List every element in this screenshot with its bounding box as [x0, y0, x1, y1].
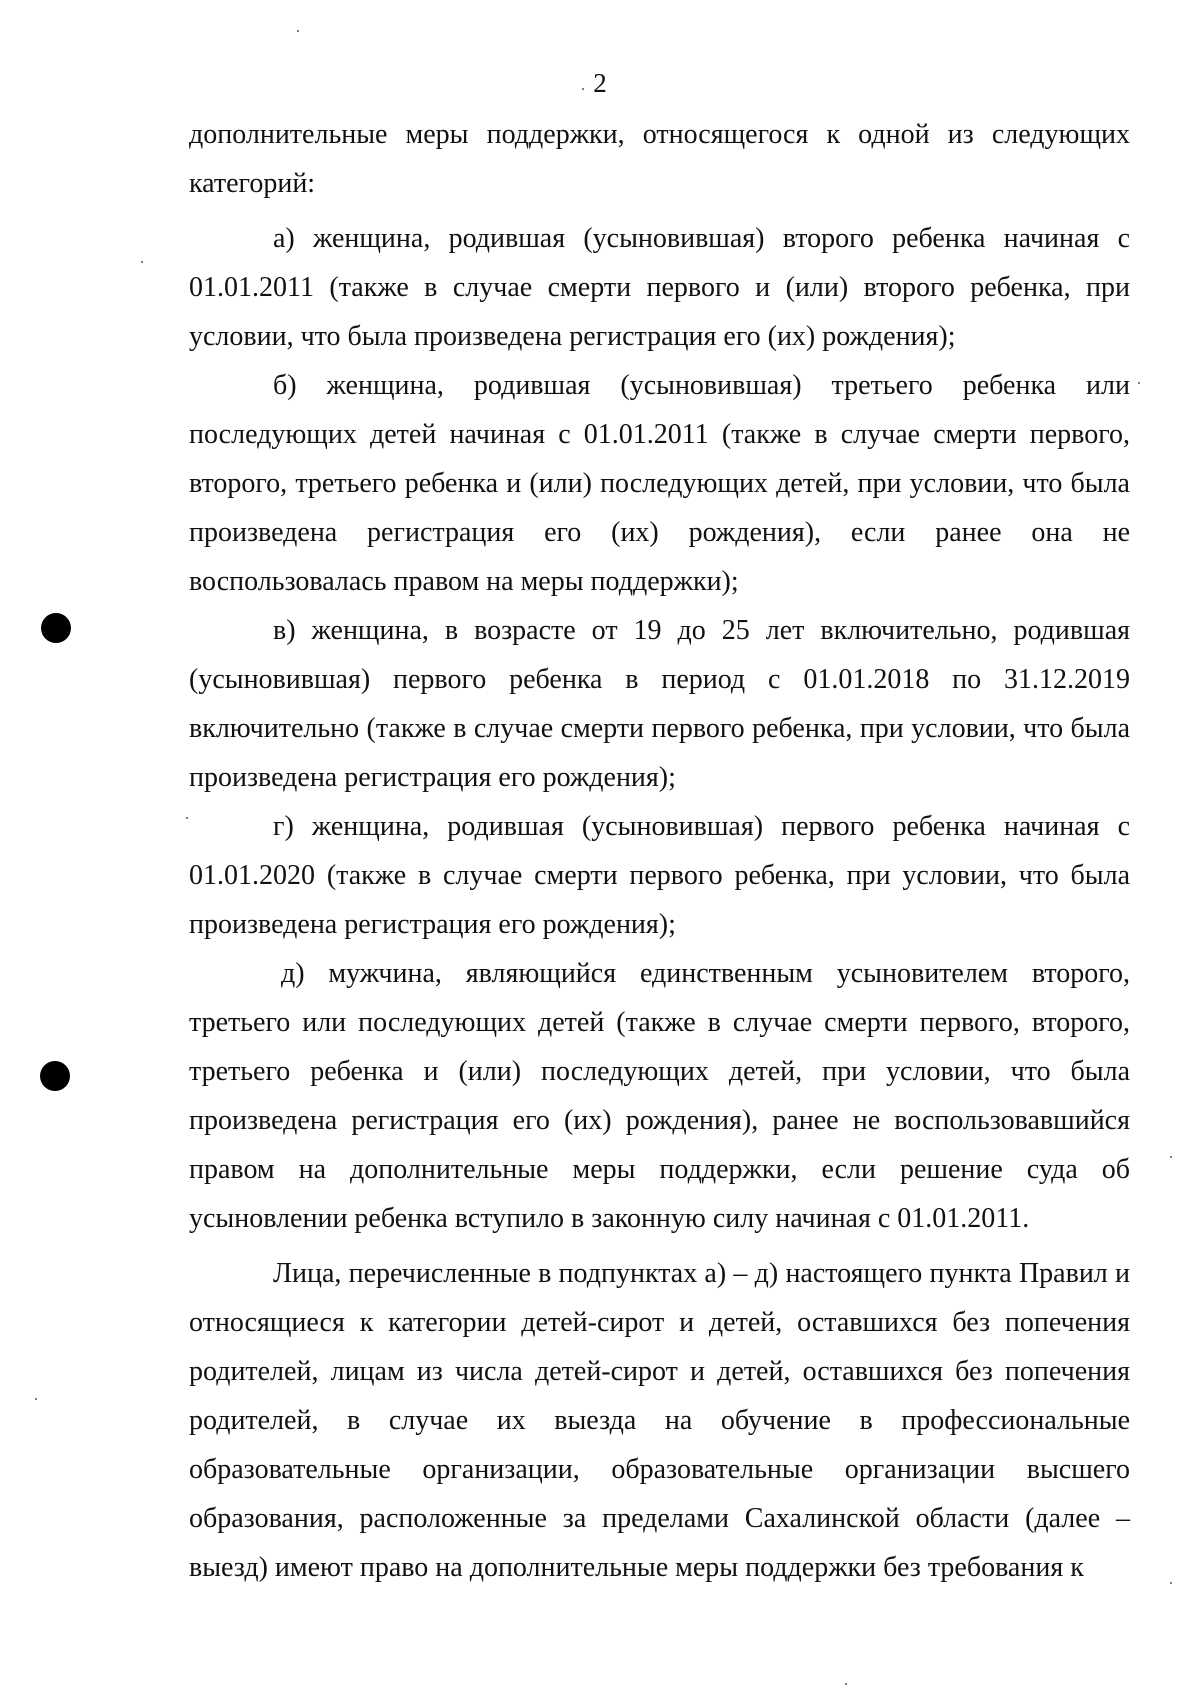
scan-speck [186, 817, 188, 819]
scan-speck [845, 1683, 847, 1685]
scan-speck [141, 261, 143, 263]
scan-speck [1170, 1156, 1172, 1158]
scan-speck [297, 30, 299, 32]
scan-speck [582, 88, 584, 90]
paragraph-persons-listed: Лица, перечисленные в подпунктах а) – д) настоящего пункта Правил и относящиеся к категории детей-сирот и детей, оставшихся без попечения родителей, лицам из числа детей-сирот и детей, оставшихся без попечения родителей, в случае их выезда на обучение в профессиональные образовательные организации, образовательные организации высшего образования, расположенные за пределами Сахалинской области (далее – выезд) имеют право на дополнительные меры поддержки без требования к [189, 1258, 1130, 1583]
punch-hole-mark [40, 1061, 70, 1091]
punch-hole-mark [41, 613, 71, 643]
paragraph-item-a: а) женщина, родившая (усыновившая) второго ребенка начиная с 01.01.2011 (также в случае смерти первого и (или) второго ребенка, при условии, что была произведена регистрация его (их) рождения); [189, 223, 1130, 352]
paragraph-item-b: б) женщина, родившая (усыновившая) третьего ребенка или последующих детей начиная с 01.01.2011 (также в случае смерти первого, второго, третьего ребенка и (или) последующих детей, при условии, что была произведена регистрация его (их) рождения), если ранее она не воспользовалась правом на меры поддержки); [189, 370, 1130, 597]
paragraph-item-g: г) женщина, родившая (усыновившая) первого ребенка начиная с 01.01.2020 (также в случае смерти первого ребенка, при условии, что была произведена регистрация его рождения); [189, 811, 1130, 940]
paragraph-intro-continuation: дополнительные меры поддержки, относящегося к одной из следующих категорий: [189, 119, 1130, 199]
scan-speck [35, 1398, 37, 1400]
paragraph-item-d: д) мужчина, являющийся единственным усыновителем второго, третьего или последующих детей (также в случае смерти первого, второго, третьего ребенка и (или) последующих детей, при условии, что была произведена регистрация его (их) рождения), ранее не воспользовавшийся правом на дополнительные меры поддержки, если решение суда об усыновлении ребенка вступило в законную силу начиная с 01.01.2011. [189, 958, 1130, 1234]
scan-speck [1170, 1582, 1172, 1584]
paragraph-item-v: в) женщина, в возрасте от 19 до 25 лет включительно, родившая (усыновившая) первого ребенка в период с 01.01.2018 по 31.12.2019 включительно (также в случае смерти первого ребенка, при условии, что была произведена регистрация его рождения); [189, 615, 1130, 793]
document-body [189, 110, 1130, 1592]
scan-speck [1138, 382, 1140, 384]
page-number: 2 [593, 68, 607, 98]
